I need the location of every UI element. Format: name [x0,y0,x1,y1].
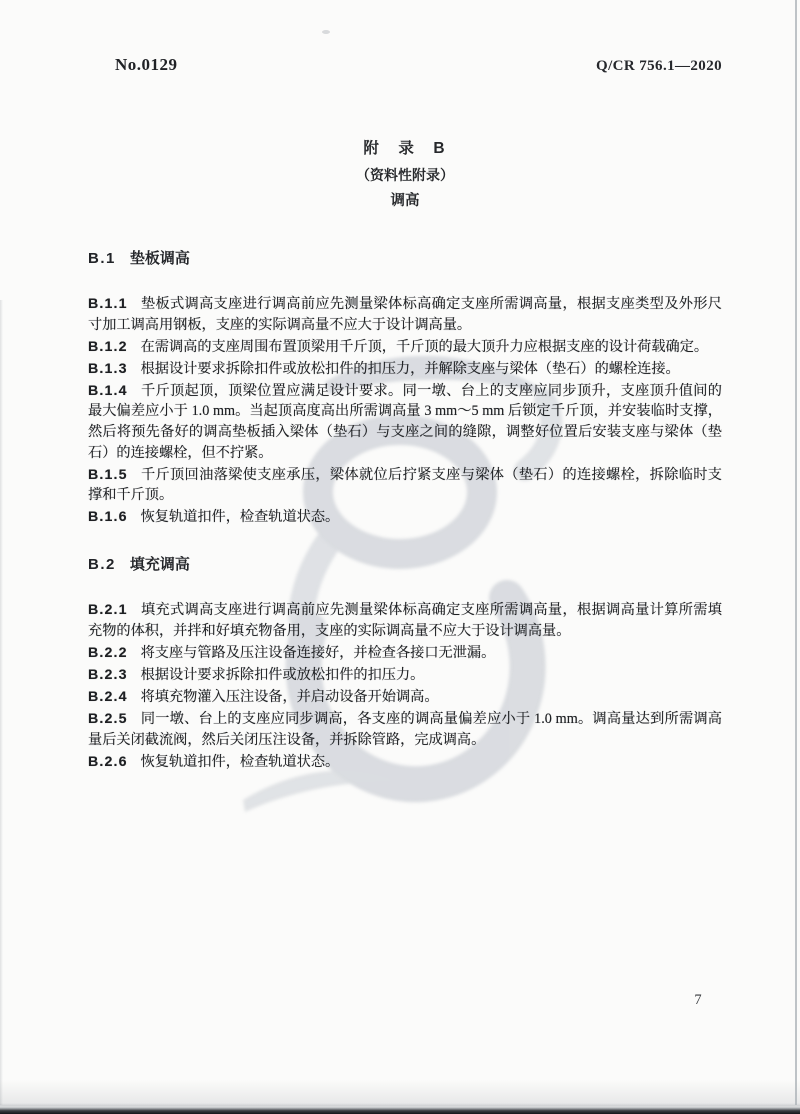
clause [88,337,722,358]
clause [88,381,722,463]
clause [88,752,722,773]
clause-number: B.2.1 [88,602,128,619]
section-title: 填充调高 [129,556,190,574]
clause-text: 垫板式调高支座进行调高前应先测量梁体标高确定支座所需调高量，根据支座类型及外形尺寸加工调高用钢板，支座的实际调高量不应大于设计调高量。 [88,296,722,333]
clause-number: B.2.5 [88,711,128,727]
clause [88,687,722,708]
page-number: 7 [694,992,702,1008]
clause-number: B.2.3 [88,666,128,683]
clause-text: 将填充物灌入压注设备，并启动设备开始调高。 [140,688,439,705]
clause-text: 根据设计要求拆除扣件或放松扣件的扣压力。 [140,666,425,683]
document-number: No.0129 [115,55,178,74]
clause-number: B.1.6 [88,509,128,526]
clause [88,359,722,380]
clause-number: B.2.2 [88,644,128,661]
clause-text: 恢复轨道扣件，检查轨道状态。 [140,509,340,526]
clause-text: 根据设计要求拆除扣件或放松扣件的扣压力，并解除支座与梁体（垫石）的螺栓连接。 [140,360,680,377]
standard-code: Q/CR 756.1—2020 [596,58,722,74]
section-heading-b2 [88,554,722,576]
clause-number: B.2.4 [88,688,128,705]
scan-speck [322,30,330,34]
clause [88,294,722,335]
section-number: B.2 [88,556,116,574]
document-header [88,55,722,76]
appendix-title-block [88,136,722,214]
appendix-title: 附 录 B [363,140,447,157]
section-heading-b1 [88,248,722,270]
clause [88,507,722,528]
clause-number: B.1.4 [88,382,128,399]
section-number: B.1 [88,250,116,267]
section-b1-clauses [88,294,722,528]
clause-text: 同一墩、台上的支座应同步调高，各支座的调高量偏差应小于 1.0 mm。调高量达到所需调高量后关闭截流阀，然后关闭压注设备，并拆除管路，完成调高。 [88,711,722,748]
appendix-subtitle: （资料性附录） [356,167,454,183]
appendix-subject: 调高 [390,193,420,209]
scan-edge-left [0,300,3,1105]
section-title: 垫板调高 [129,250,190,267]
clause-text: 千斤顶回油落梁使支座承压，梁体就位后拧紧支座与梁体（垫石）的连接螺栓，拆除临时支撑和千斤顶。 [88,466,722,504]
clause-number: B.1.3 [88,360,128,377]
clause [88,465,722,506]
clause [88,709,722,750]
clause-text: 恢复轨道扣件，检查轨道状态。 [140,753,340,770]
scan-edge-right [795,0,797,1105]
clause-number: B.1.5 [88,466,128,483]
clause-text: 将支座与管路及压注设备连接好，并检查各接口无泄漏。 [140,644,496,661]
clause [88,643,722,664]
clause-number: B.1.1 [88,296,128,312]
clause-text: 千斤顶起顶，顶梁位置应满足设计要求。同一墩、台上的支座应同步顶升，支座顶升值间的最大偏差应小于 1.0 mm。当起顶高度高出所需调高量 3 mm～5 mm 后锁定千斤顶，并安装临时支撑，然后将预先备好的调高垫板插入梁体（垫石）与支座之间的缝隙，调整好位置后安装支座与梁体（垫石）的连接螺栓，但不拧紧。 [88,382,722,461]
clause [88,600,722,641]
scan-edge-bottom [0,1103,800,1114]
clause-text: 在需调高的支座周围布置顶梁用千斤顶，千斤顶的最大顶升力应根据支座的设计荷载确定。 [140,338,709,355]
section-b2-clauses [88,600,722,772]
clause [88,665,722,686]
page-content [88,55,722,774]
clause-number: B.1.2 [88,338,128,355]
clause-number: B.2.6 [88,753,128,770]
clause-text: 填充式调高支座进行调高前应先测量梁体标高确定支座所需调高量，根据调高量计算所需填充物的体积，并拌和好填充物备用，支座的实际调高量不应大于设计调高量。 [88,602,722,639]
